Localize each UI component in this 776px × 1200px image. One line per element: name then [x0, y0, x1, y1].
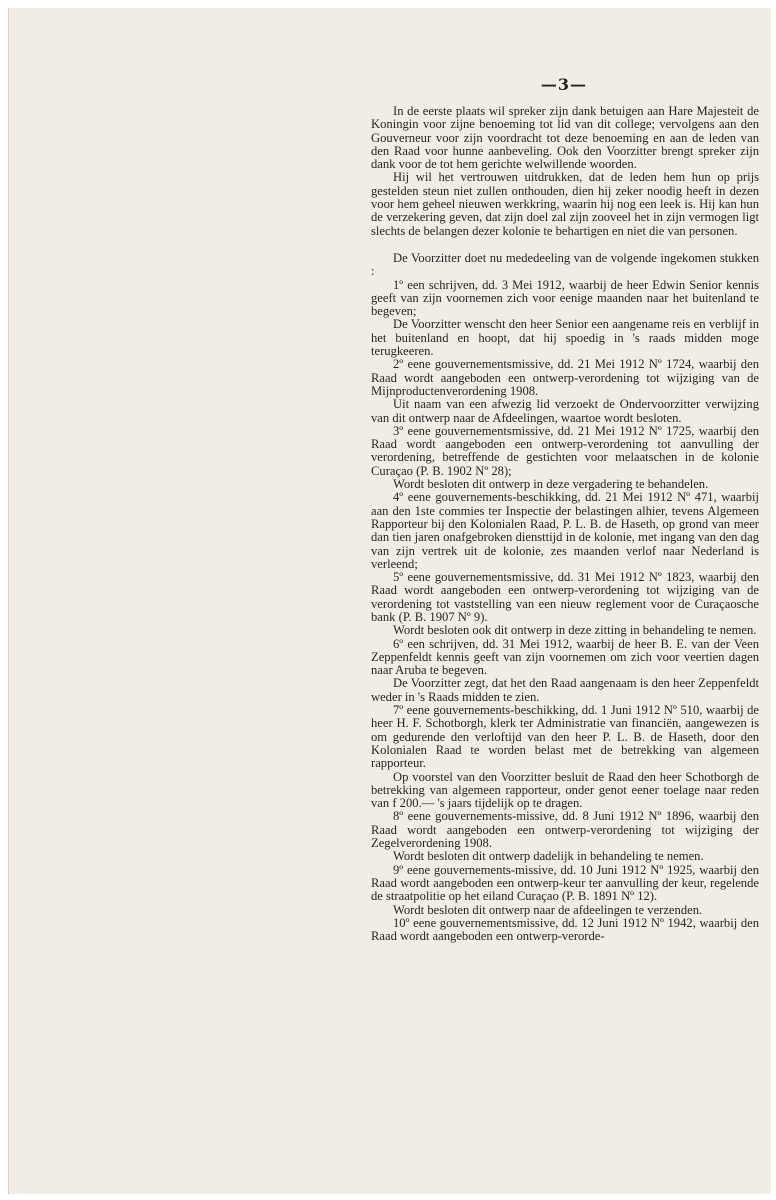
- paragraph: 10º eene gouvernementsmissive, dd. 12 Juni 1912 Nº 1942, waarbij den Raad wordt aangeboden een ontwerp-verorde-: [371, 915, 759, 944]
- paragraph: 6º een schrijven, dd. 31 Mei 1912, waarbij de heer B. E. van der Veen Zeppenfeldt kennis geeft van zijn voornemen om zich voor veertien dagen naar Aruba te begeven.: [371, 636, 759, 678]
- page-number: —3—: [540, 75, 588, 94]
- paragraph: 1º een schrijven, dd. 3 Mei 1912, waarbij de heer Edwin Senior kennis geeft van zijn voornemen zich voor eenige maanden naar het buitenland te begeven;: [371, 277, 759, 319]
- paragraph: Wordt besloten ook dit ontwerp in deze zitting in behandeling te nemen.: [393, 623, 757, 638]
- paragraph: 7º eene gouvernements-beschikking, dd. 1 Juni 1912 Nº 510, waarbij de heer H. F. Schotborgh, klerk ter Administratie van financiën, aangewezen is om gedurende den verloftijd van den heer P. L. B. de Haseth, door den Kolonialen Raad te worden belast met de betrekking van algemeen rapporteur.: [371, 703, 759, 771]
- paragraph: Op voorstel van den Voorzitter besluit de Raad den heer Schotborgh de betrekking van algemeen rapporteur, onder genot eener toelage naar reden van f 200.— 's jaars tijdelijk op te dragen.: [371, 769, 759, 811]
- paragraph: De Voorzitter doet nu mededeeling van de volgende ingekomen stukken :: [371, 250, 759, 279]
- paragraph: De Voorzitter wenscht den heer Senior een aangename reis en verblijf in het buitenland en hoopt, dat hij spoedig in 's raads midden moge terugkeeren.: [371, 317, 759, 359]
- paragraph: Hij wil het vertrouwen uitdrukken, dat de leden hem hun op prijs gestelden steun niet zullen onthouden, dien hij zeker noodig heeft in dezen voor hem geheel nieuwen werkkring, waarin hij nog een leek is. Hij kan hun de verzekering geven, dat zijn doel zal zijn zooveel het in zijn vermogen ligt slechts de belangen dezer kolonie te behartigen en niet die van personen.: [371, 170, 759, 238]
- paragraph: De Voorzitter zegt, dat het den Raad aangenaam is den heer Zeppenfeldt weder in 's Raads midden te zien.: [371, 676, 759, 704]
- paragraph: 3º eene gouvernementsmissive, dd. 21 Mei 1912 Nº 1725, waarbij den Raad wordt aangeboden een ontwerp-verordening tot aanvulling der verordening, betreffende de gestichten voor melaatschen in de kolonie Curaçao (P. B. 1902 Nº 28);: [371, 423, 759, 478]
- paragraph: 8º eene gouvernements-missive, dd. 8 Juni 1912 Nº 1896, waarbij den Raad wordt aangeboden een ontwerp-verordening tot wijziging der Zegelverordening 1908.: [371, 809, 759, 851]
- paragraph: 5º eene gouvernementsmissive, dd. 31 Mei 1912 Nº 1823, waarbij den Raad wordt aangeboden een ontwerp-verordening tot wijziging van de verordening tot vaststelling van een nieuw reglement voor de Curaçaosche bank (P. B. 1907 Nº 9).: [371, 570, 759, 624]
- paragraph: Wordt besloten dit ontwerp dadelijk in behandeling te nemen.: [393, 849, 704, 864]
- paragraph: 9º eene gouvernements-missive, dd. 10 Juni 1912 Nº 1925, waarbij den Raad wordt aangeboden een ontwerp-keur ter aanvulling der keur, regelende de straatpolitie op het eiland Curaçao (P. B. 1891 Nº 12).: [371, 862, 759, 904]
- text-column: [371, 105, 759, 943]
- paragraph: Uit naam van een afwezig lid verzoekt de Ondervoorzitter verwijzing van dit ontwerp naar de Afdeelingen, waartoe wordt besloten.: [371, 397, 759, 425]
- paragraph: 2º eene gouvernementsmissive, dd. 21 Mei 1912 Nº 1724, waarbij den Raad wordt aangeboden een ontwerp-verordening tot wijziging van de Mijnproductenverordening 1908.: [371, 357, 759, 398]
- paragraph: In de eerste plaats wil spreker zijn dank betuigen aan Hare Majesteit de Koningin voor zijne benoeming tot lid van dit college; vervolgens aan den Gouverneur voor zijn voordracht tot deze benoeming en aan de leden van den Raad voor hunne aanbeveling. Ook den Voorzitter brengt spreker zijn dank voor de tot hem gerichte welwillende woorden.: [371, 104, 759, 172]
- paragraph: Wordt besloten dit ontwerp naar de afdeelingen te verzenden.: [393, 902, 703, 917]
- document-page: [8, 8, 771, 1194]
- paragraph: Wordt besloten dit ontwerp in deze vergadering te behandelen.: [393, 477, 709, 492]
- paragraph: 4º eene gouvernements-beschikking, dd. 21 Mei 1912 Nº 471, waarbij aan den 1ste commies ter Inspectie der belastingen alhier, tevens Algemeen Rapporteur bij den Kolonialen Raad, P. L. B. de Haseth, op grond van meer dan tien jaren onafgebroken diensttijd in de kolonie, met ingang van den dag van zijn vertrek uit de kolonie, zes maanden verlof naar Nederland is verleend;: [371, 490, 759, 571]
